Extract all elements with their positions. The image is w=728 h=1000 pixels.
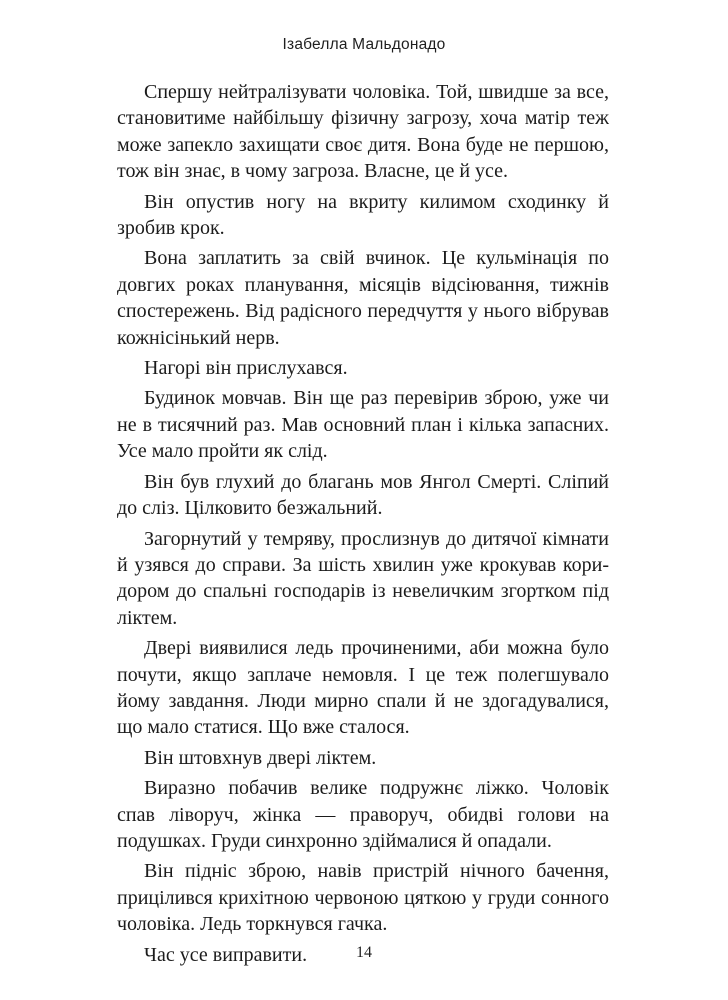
paragraph: Двері виявилися ледь прочиненими, аби можна було почути, якщо заплаче немовля. І це теж полегшувало йому завдання. Люди мирно спали й не здогадувалися, що мало статися. Що вже сталося. [117, 637, 609, 739]
paragraph: Час усе виправити. [144, 943, 308, 966]
paragraph: Він опустив ногу на вкриту килимом сходинку й зробив крок. [117, 190, 609, 240]
paragraph: Спершу нейтралізувати чоловіка. Той, швидше за все, становитиме найбільшу фізичну загрозу, хоча матір теж може запекло захищати своє дитя. Вона буде не першою, тож він знає, в чому загроза. Власне, це й усе. [117, 81, 609, 183]
body-text [117, 79, 609, 972]
page-number: 14 [356, 944, 372, 961]
paragraph: Він підніс зброю, навів пристрій нічного бачення, прицілився крихітною червоною цяткою у груди сонного чоловіка. Ледь торкнувся гачка. [117, 860, 609, 936]
paragraph: Вона заплатить за свій вчинок. Це кульмінація по довгих роках планування, місяців відсіювання, тижнів спостережень. Від радісного передчуття у нього вібрував кожнісінький нерв. [117, 247, 609, 349]
paragraph: Він був глухий до благань мов Янгол Смерті. Сліпий до сліз. Цілковито безжальний. [117, 470, 609, 520]
paragraph: Будинок мовчав. Він ще раз перевірив зброю, уже чи не в тисячний раз. Мав основний план і кілька запасних. Усе мало пройти як слід. [117, 387, 609, 463]
paragraph: Він штовхнув двері ліктем. [144, 746, 377, 769]
paragraph: Загорнутий у темряву, прослизнув до дитячої кімнати й узявся до справи. За шість хвилин уже крокував коридором до спальні господарів із невеличким згортком під ліктем. [117, 527, 609, 629]
running-header: Ізабелла Мальдонадо [282, 36, 446, 53]
paragraph: Виразно побачив велике подружнє ліжко. Чоловік спав ліворуч, жінка — праворуч, обидві голови на подушках. Груди синхронно здіймалися й опадали. [117, 777, 609, 852]
paragraph: Нагорі він прислухався. [144, 357, 348, 380]
